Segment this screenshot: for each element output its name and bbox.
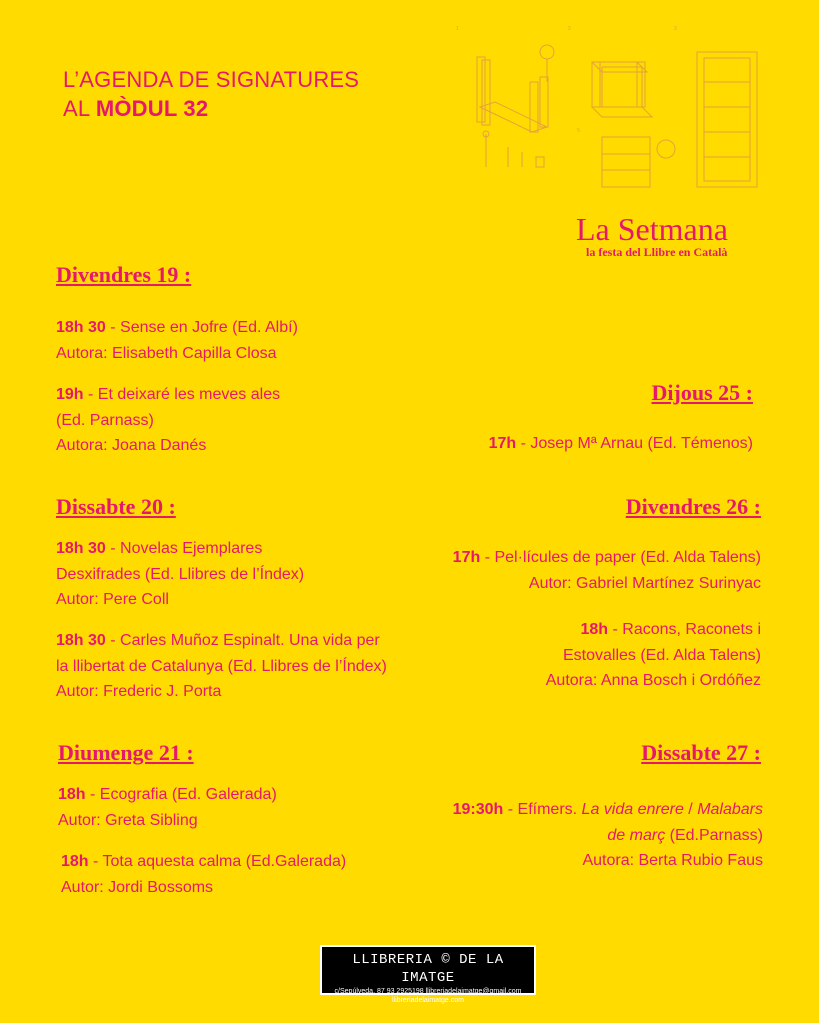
event-title: - Et deixaré les meves ales [83,386,281,403]
event-line [453,797,763,823]
event-line [56,382,280,408]
svg-text:1: 1 [456,26,459,32]
event-title-cont: Estovalles (Ed. Alda Talens) [562,646,761,664]
day-heading-diumenge-21: Diumenge 21 : [58,740,194,765]
event-entry [489,431,753,457]
title-line-2-bold: MÒDUL 32 [95,96,209,121]
day-heading-divendres-19: Divendres 19 : [56,262,192,287]
event-title: - Sense en Jofre (Ed. Albí) [105,319,298,336]
event-entry [453,545,761,596]
svg-text:3: 3 [674,26,677,32]
book-title-italic: La vida enrere [581,801,684,818]
title-line-1: L’AGENDA DE SIGNATURES [63,67,360,92]
event-author: Autora: Anna Bosch i Ordóñez [545,672,761,689]
event-line [56,315,298,341]
bookstore-address: c/Sepúlveda, 87 93 2925198 llibreriadelaimatge@gmail.com [334,988,522,995]
event-time: 18h [61,853,89,870]
event-time: 18h 30 [56,319,106,336]
event-author: Autor: Pere Coll [56,591,169,608]
event-title: - Novelas Ejemplares [105,540,263,557]
event-line [56,536,304,562]
event-title: - Tota aquesta calma (Ed.Galerada) [88,853,347,870]
book-title-italic: Malabars [697,801,763,818]
event-time: 17h [488,435,517,452]
event-title-cont [453,823,763,849]
shelf-assembly-instructions-icon [452,22,772,192]
event-line [58,782,277,808]
day-heading-dissabte-20: Dissabte 20 : [56,494,176,519]
event-time: 18h 30 [56,632,106,649]
logo-sub-text: la festa del Llibre en Català [586,245,728,259]
event-time: 18h [58,786,86,803]
event-entry [546,617,761,694]
event-line [56,628,387,654]
event-author: Autor: Gabriel Martínez Surinyac [528,574,761,592]
day-heading-divendres-26: Divendres 26 : [625,494,761,519]
title-line-2 [63,94,359,123]
event-entry [453,797,763,874]
event-title: - Efímers. [503,801,582,818]
event-title: - Josep Mª Arnau (Ed. Témenos) [516,435,753,452]
bookstore-name: LLIBRERIA © DE LA IMATGE [352,952,504,986]
svg-text:5: 5 [577,128,580,134]
event-entry [56,315,298,366]
event-title: - Carles Muñoz Espinalt. Una vida per [105,632,380,649]
event-time: 17h [452,549,481,566]
event-title: - Ecografia (Ed. Galerada) [85,786,277,803]
event-title-cont: (Ed. Parnass) [56,411,154,429]
la-setmana-logo [576,212,728,258]
event-time: 18h [580,621,609,638]
separator: / [683,801,698,818]
event-author: Autor: Greta Sibling [58,811,198,829]
event-title-cont: la llibertat de Catalunya (Ed. Llibres de l’Índex) [56,657,387,675]
event-author: Autora: Joana Danés [56,437,207,454]
event-line [546,617,761,643]
event-entry [61,849,346,900]
event-time: 19:30h [452,801,504,818]
title-line-2-prefix: AL [63,96,96,121]
event-author: Autora: Berta Rubio Faus [582,852,763,869]
bookstore-badge [320,945,536,1004]
event-title: - Pel·lícules de paper (Ed. Alda Talens) [480,549,761,566]
event-author: Autor: Frederic J. Porta [56,683,222,700]
event-author: Autora: Elisabeth Capilla Closa [56,344,277,362]
day-heading-dissabte-27: Dissabte 27 : [641,740,761,765]
event-line [61,849,346,875]
event-line [453,545,761,571]
logo-main-text: La Setmana [576,211,728,247]
page-title [63,65,359,123]
publisher: (Ed.Parnass) [665,826,763,844]
event-title: - Racons, Raconets i [608,621,761,638]
svg-text:2: 2 [568,26,571,32]
event-entry [56,628,387,705]
event-entry [56,536,304,613]
book-title-italic: de març [607,826,666,844]
event-title-cont: Desxifrades (Ed. Llibres de l’Índex) [56,565,305,583]
event-time: 18h 30 [56,540,106,557]
event-author: Autor: Jordi Bossoms [61,878,214,896]
day-heading-dijous-25: Dijous 25 : [651,380,753,405]
event-time: 19h [56,386,84,403]
bookstore-web: llibreriadelaimatge.com [392,997,464,1004]
event-entry [56,382,280,459]
event-entry [58,782,277,833]
event-line [489,431,753,457]
